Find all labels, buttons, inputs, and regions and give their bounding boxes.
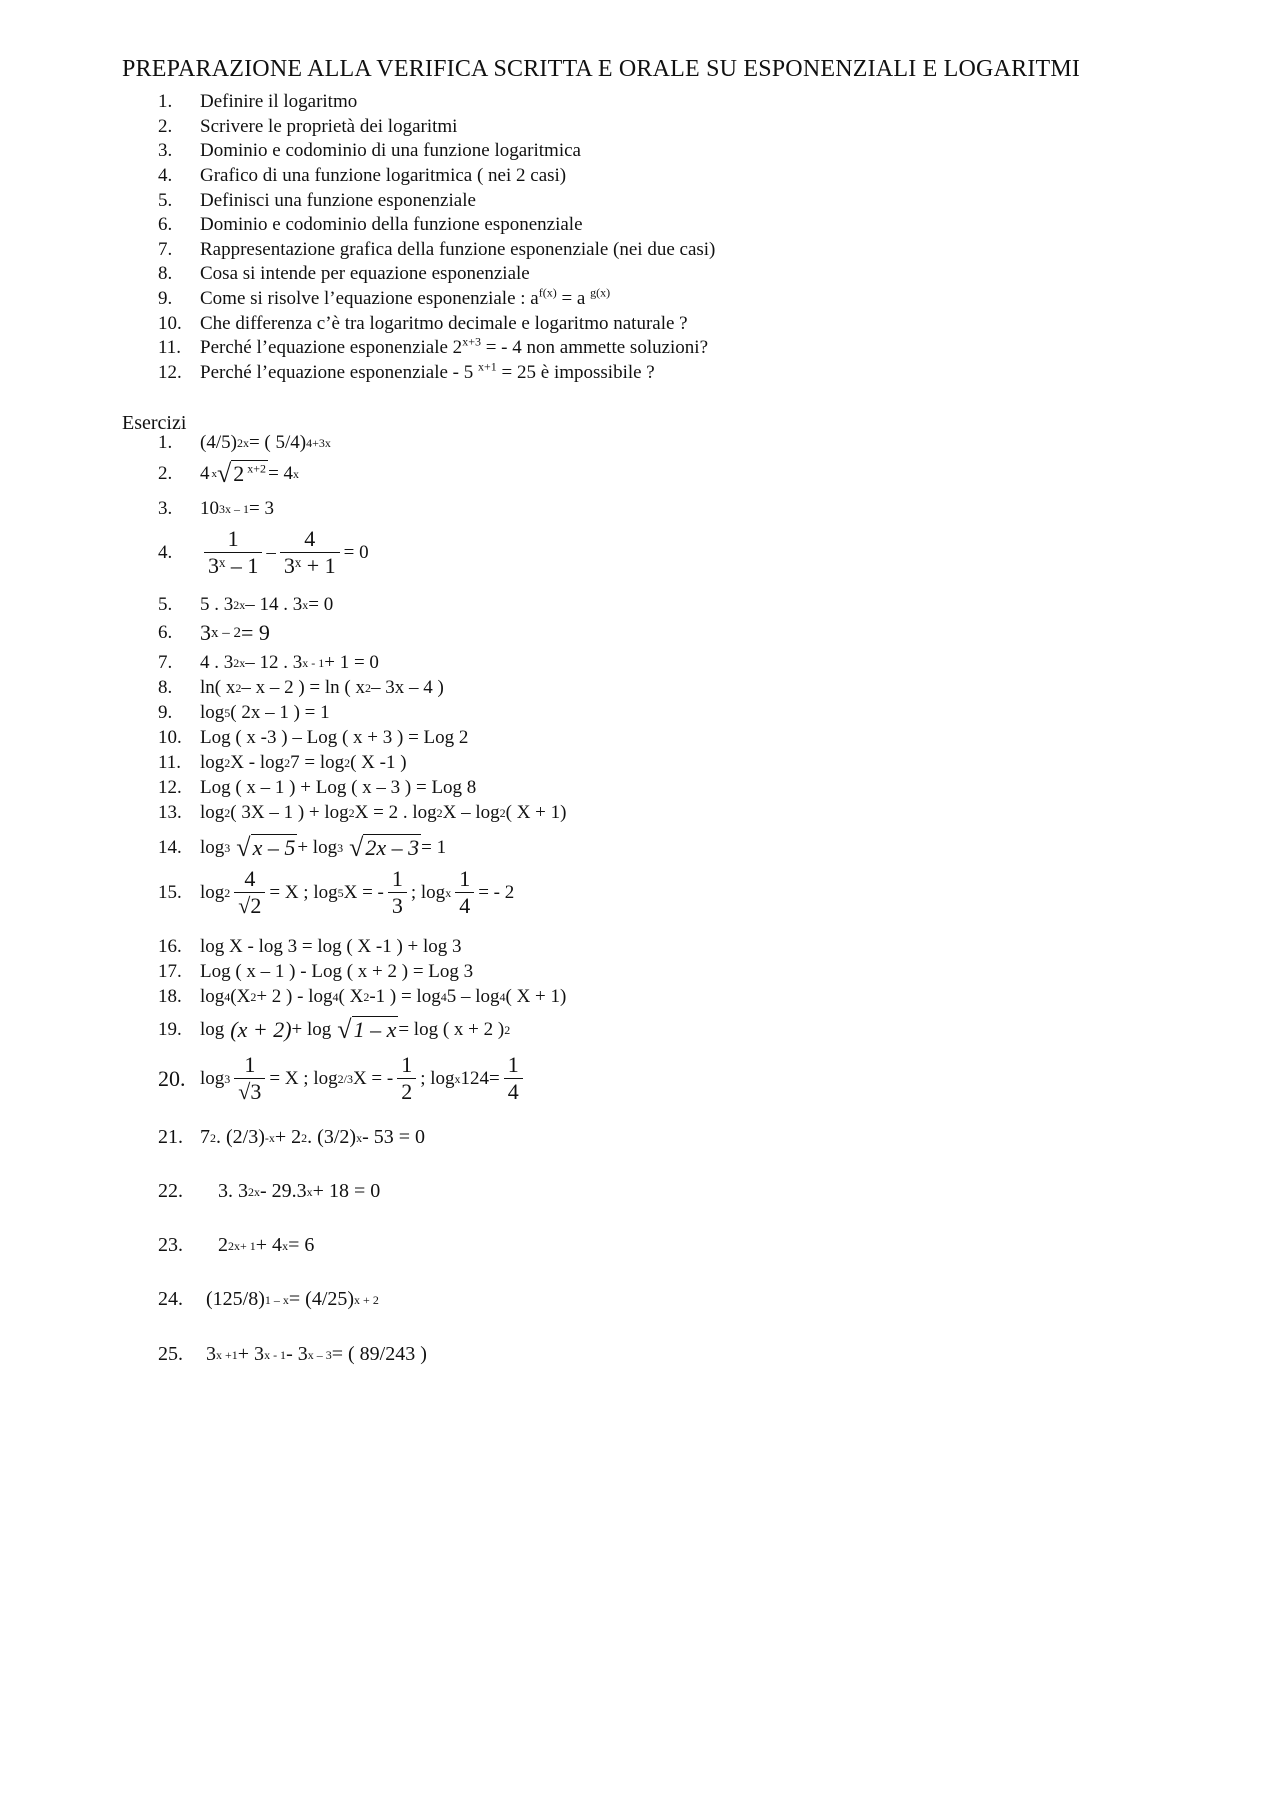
text-run: = - 2 — [478, 881, 515, 903]
question-item — [158, 238, 715, 263]
exercise-number: 1. — [158, 432, 173, 453]
question-text: Dominio e codominio della funzione esponenziale — [200, 214, 583, 236]
text-run: log — [200, 702, 225, 723]
text-run: 3. 3 — [218, 1180, 248, 1202]
question-number: 11. — [158, 337, 182, 359]
fraction — [388, 866, 407, 919]
text-run: Log ( x – 1 ) - Log ( x + 2 ) = Log 3 — [200, 961, 474, 982]
question-number: 12. — [158, 361, 182, 383]
question-text: Definire il logaritmo — [200, 91, 358, 113]
denominator: √3 — [234, 1078, 265, 1105]
text-run: X = - — [352, 1067, 394, 1089]
exercise-6: 6. 3 x – 2 = 9 — [158, 620, 270, 645]
exercise-2: 2. 4 x √ 2 $^{x+2}$ = 4 x — [158, 459, 300, 488]
text-run: . (2/3) — [216, 1126, 265, 1148]
denominator: 2 — [397, 1078, 416, 1105]
question-item — [158, 287, 715, 312]
question-number: 10. — [158, 312, 182, 334]
question-text: Scrivere le proprietà dei logaritmi — [200, 115, 458, 137]
text-run: ; log — [420, 1067, 455, 1089]
radical-sign: √ — [236, 833, 251, 862]
fraction — [204, 526, 262, 579]
exercise-number: 3. — [158, 498, 173, 519]
exercise-3: 3. 10 3x – 1 = 3 — [158, 498, 274, 519]
exercise-9: 9. log 5 ( 2x – 1 ) = 1 — [158, 702, 330, 723]
denominator: 3ˣ – 1 — [204, 552, 262, 579]
exercise-number: 13. — [158, 802, 182, 823]
exercise-25: 25. 3 x +1 + 3 x - 1 - 3 x – 3 = ( 89/243 ) — [158, 1343, 427, 1365]
operator: – — [266, 541, 276, 563]
text-run: X – log — [442, 802, 500, 823]
exercise-5: 5. 5 . 3 2x – 14 . 3 x = 0 — [158, 594, 334, 615]
text-run: (x + 2) — [230, 1017, 292, 1042]
text-run: Log ( x -3 ) – Log ( x + 3 ) = Log 2 — [200, 727, 469, 748]
question-text: Che differenza c’è tra logaritmo decimale e logaritmo naturale ? — [200, 312, 688, 334]
exercise-number: 23. — [158, 1234, 183, 1256]
text-run: 5 – log — [446, 986, 500, 1007]
text-run: (4/5) — [200, 432, 237, 453]
exercise-7: 7. 4 . 3 2x – 12 . 3 x - 1 + 1 = 0 — [158, 652, 379, 673]
text-run: log — [200, 881, 225, 903]
text-run: = 9 — [241, 620, 270, 645]
text-run: ln( x — [200, 677, 236, 698]
text-run: + 18 = 0 — [312, 1180, 381, 1202]
text-run: 124= — [460, 1067, 500, 1089]
superscript: x+2 — [244, 461, 267, 476]
text-run: ( 2x – 1 ) = 1 — [230, 702, 330, 723]
question-text: Grafico di una funzione logaritmica ( nei 2 casi) — [200, 165, 567, 187]
radical-sign: √ — [217, 459, 232, 488]
text-run: 4 — [200, 463, 210, 484]
exercise-number: 9. — [158, 702, 173, 723]
text-run: 2 — [233, 461, 245, 486]
exercise-number: 20. — [158, 1065, 186, 1091]
radicand: x – 5 — [252, 835, 296, 860]
exercise-number: 18. — [158, 986, 182, 1007]
numerator: 1 — [227, 526, 239, 551]
question-number: 3. — [158, 140, 173, 162]
text-run: Perché l’equazione esponenziale - 5 — [200, 361, 479, 383]
exercise-number: 25. — [158, 1343, 183, 1365]
exercise-number: 24. — [158, 1288, 183, 1310]
exercise-number: 12. — [158, 777, 182, 798]
nth-root — [217, 460, 268, 488]
question-item — [158, 311, 715, 336]
radicand: 2x – 3 — [365, 835, 420, 860]
text-run: 7 = log — [290, 752, 345, 773]
text-run: = 0 — [308, 594, 334, 615]
text-run: 2 — [218, 1234, 228, 1256]
numerator: 1 — [459, 866, 471, 891]
exercise-19: 19. log (x + 2) + log √ 1 – x = log ( x + 2 ) 2 — [158, 1015, 511, 1044]
text-run: ( X + 1) — [505, 986, 567, 1007]
superscript: f(x) — [538, 285, 557, 300]
text-run: = ( 5/4) — [248, 432, 307, 453]
question-item — [158, 188, 715, 213]
text-run: = 25 è impossibile ? — [496, 361, 655, 383]
question-item — [158, 164, 715, 189]
question-text — [200, 285, 611, 310]
text-run: = 1 — [421, 837, 447, 858]
text-run: = X ; log — [269, 1067, 338, 1089]
exercise-number: 15. — [158, 881, 182, 903]
exercise-number: 7. — [158, 652, 173, 673]
numerator: 1 — [401, 1052, 413, 1077]
text-run: – x – 2 ) = ln ( x — [241, 677, 366, 698]
exercise-number: 16. — [158, 936, 182, 957]
text-run: – 3x – 4 ) — [371, 677, 444, 698]
page-title: PREPARAZIONE ALLA VERIFICA SCRITTA E ORALE SU ESPONENZIALI E LOGARITMI — [122, 56, 1081, 82]
exercise-number: 6. — [158, 622, 173, 643]
text-run: + log — [291, 1019, 332, 1040]
exercise-1: 1. (4/5) 2x = ( 5/4) 4+3x — [158, 432, 331, 453]
text-run: – 14 . 3 — [245, 594, 303, 615]
question-item — [158, 336, 715, 361]
numerator: 4 — [244, 866, 256, 891]
exercise-number: 4. — [158, 541, 173, 563]
radicand — [231, 460, 268, 488]
question-text: Cosa si intende per equazione esponenziale — [200, 263, 530, 285]
question-number: 1. — [158, 91, 173, 113]
numerator: 1 — [391, 866, 403, 891]
superscript: g(x) — [590, 285, 611, 300]
question-text: Rappresentazione grafica della funzione esponenziale (nei due casi) — [200, 238, 716, 260]
question-text — [200, 359, 655, 384]
square-root — [337, 1016, 398, 1044]
text-run: = log ( x + 2 ) — [398, 1019, 505, 1040]
text-run: log — [200, 1019, 225, 1040]
exercise-number: 14. — [158, 837, 182, 858]
exercise-11: 11. log 2 X - log 2 7 = log 2 ( X -1 ) — [158, 752, 407, 773]
exercise-number: 11. — [158, 752, 182, 773]
fraction — [234, 1052, 265, 1105]
text-run: 3 — [200, 620, 211, 645]
text-run: Log ( x – 1 ) + Log ( x – 3 ) = Log 8 — [200, 777, 477, 798]
text-run: = X ; log — [269, 881, 338, 903]
fraction — [455, 866, 474, 919]
question-item — [158, 90, 715, 115]
superscript: x+1 — [478, 359, 497, 374]
text-run: 10 — [200, 498, 219, 519]
question-text — [200, 334, 709, 359]
text-run: + 2 — [274, 1126, 302, 1148]
question-number: 9. — [158, 288, 173, 310]
text-run: 3 — [206, 1343, 216, 1365]
text-run: + 3 — [237, 1343, 265, 1365]
question-item — [158, 115, 715, 140]
question-text: Definisci una funzione esponenziale — [200, 189, 476, 211]
exercise-number: 22. — [158, 1180, 183, 1202]
text-run: = 4 — [268, 463, 294, 484]
text-run: X = - — [343, 881, 384, 903]
text-run: Come si risolve l’equazione esponenziale : a — [200, 288, 539, 310]
square-root — [236, 834, 297, 862]
question-list — [158, 90, 715, 385]
superscript: x+3 — [462, 334, 481, 349]
fraction — [504, 1052, 523, 1105]
denominator: 4 — [504, 1078, 523, 1105]
question-item — [158, 213, 715, 238]
exercise-22: 22. 3. 3 2x - 29.3 x + 18 = 0 — [158, 1180, 381, 1202]
denominator: 3ˣ + 1 — [280, 552, 340, 579]
numerator: 1 — [507, 1052, 519, 1077]
question-item — [158, 361, 715, 386]
text-run: = a — [556, 288, 591, 310]
text-run: ( X -1 ) — [350, 752, 407, 773]
text-run: ( X + 1) — [505, 802, 567, 823]
text-run: X - log — [230, 752, 285, 773]
exercise-21: 21. 7 2 . (2/3) -x + 2 2 . (3/2) x - 53 = 0 — [158, 1126, 426, 1148]
exercise-16 — [158, 936, 462, 958]
text-run: = 0 — [343, 541, 369, 563]
exercise-10 — [158, 727, 468, 749]
exercises-heading: Esercizi — [122, 412, 187, 434]
question-text: Dominio e codominio di una funzione logaritmica — [200, 140, 581, 162]
fraction — [234, 866, 265, 919]
question-number: 2. — [158, 115, 173, 137]
exercise-number: 10. — [158, 727, 182, 748]
radical-sign: √ — [349, 833, 364, 862]
question-item — [158, 139, 715, 164]
text-run: ; log — [410, 881, 446, 903]
text-run: + log — [297, 837, 338, 858]
question-number: 5. — [158, 189, 173, 211]
exercise-number: 5. — [158, 594, 173, 615]
question-item — [158, 262, 715, 287]
denominator: √2 — [234, 892, 265, 919]
text-run: - 3 — [286, 1343, 308, 1365]
text-run: log X - log 3 = log ( X -1 ) + log 3 — [200, 936, 462, 957]
text-run: X = 2 . log — [354, 802, 437, 823]
exercise-8: 8. ln( x 2 – x – 2 ) = ln ( x 2 – 3x – 4 ) — [158, 677, 444, 698]
text-run: = 6 — [288, 1234, 315, 1256]
text-run: log — [200, 752, 225, 773]
text-run: 7 — [200, 1126, 210, 1148]
exercise-24: 24. (125/8) 1 – x = (4/25) x + 2 — [158, 1288, 379, 1310]
text-run: -1 ) = log — [369, 986, 441, 1007]
text-run: + 2 ) - log — [256, 986, 333, 1007]
text-run: = ( 89/243 ) — [331, 1343, 427, 1365]
exercise-13: 13. log 2 ( 3X – 1 ) + log 2 X = 2 . log 2 X – log 2 ( X + 1) — [158, 802, 567, 823]
exercise-number: 17. — [158, 961, 182, 982]
text-run: - 29.3 — [260, 1180, 307, 1202]
text-run: log — [200, 1067, 225, 1089]
text-run: - 53 = 0 — [362, 1126, 426, 1148]
question-number: 4. — [158, 165, 173, 187]
square-root — [349, 834, 421, 862]
text-run: + 4 — [255, 1234, 283, 1256]
question-number: 6. — [158, 214, 173, 236]
exercise-number: 2. — [158, 463, 173, 484]
exercise-20: 20. log 3 $\frac{1}{√3}$ = X ; log 2/3 X = - $\frac{1}{2}$ ; log x 124= $\frac{1}{4}$ — [158, 1052, 527, 1105]
text-run: 5 . 3 — [200, 594, 234, 615]
fraction — [280, 526, 340, 579]
text-run: = 3 — [249, 498, 274, 519]
radicand: 1 – x — [353, 1017, 397, 1042]
text-run: log — [200, 986, 225, 1007]
exercise-number: 21. — [158, 1126, 183, 1148]
question-number: 8. — [158, 263, 173, 285]
text-run: . (3/2) — [307, 1126, 357, 1148]
exercise-14: 14. log 3 √ x – 5 + log 3 √ 2x – 3 = 1 — [158, 833, 447, 862]
exercise-23: 23. 2 2x+ 1 + 4 x = 6 — [158, 1234, 315, 1256]
text-run: Perché l’equazione esponenziale 2 — [200, 337, 463, 359]
numerator: 1 — [244, 1052, 256, 1077]
text-run: (125/8) — [206, 1288, 265, 1310]
denominator: 4 — [455, 892, 474, 919]
text-run: log — [200, 837, 225, 858]
text-run: ( 3X – 1 ) + log — [230, 802, 349, 823]
exercise-number: 8. — [158, 677, 173, 698]
text-run: (X — [230, 986, 251, 1007]
exercise-17 — [158, 961, 473, 983]
radical-sign: √ — [337, 1015, 352, 1044]
exercise-18: 18. log 4 (X 2 + 2 ) - log 4 ( X 2 -1 ) = log 4 5 – log 4 ( X + 1) — [158, 986, 567, 1007]
text-run: log — [200, 802, 225, 823]
fraction — [397, 1052, 416, 1105]
text-run: 4 . 3 — [200, 652, 234, 673]
exercise-12 — [158, 777, 476, 799]
exercise-15: 15. log 2 $\frac{4}{√2}$ = X ; log 5 X = - $\frac{1}{3}$ ; log x $\frac{1}{4}$ = - 2 — [158, 866, 515, 918]
numerator: 4 — [304, 526, 316, 551]
text-run: = (4/25) — [288, 1288, 355, 1310]
text-run: = - 4 non ammette soluzioni? — [480, 337, 709, 359]
denominator: 3 — [388, 892, 407, 919]
exercise-4 — [158, 526, 369, 579]
exercise-number: 19. — [158, 1019, 182, 1040]
text-run: – 12 . 3 — [245, 652, 303, 673]
question-number: 7. — [158, 238, 173, 260]
text-run: + 1 = 0 — [324, 652, 379, 673]
text-run: ( X — [338, 986, 364, 1007]
